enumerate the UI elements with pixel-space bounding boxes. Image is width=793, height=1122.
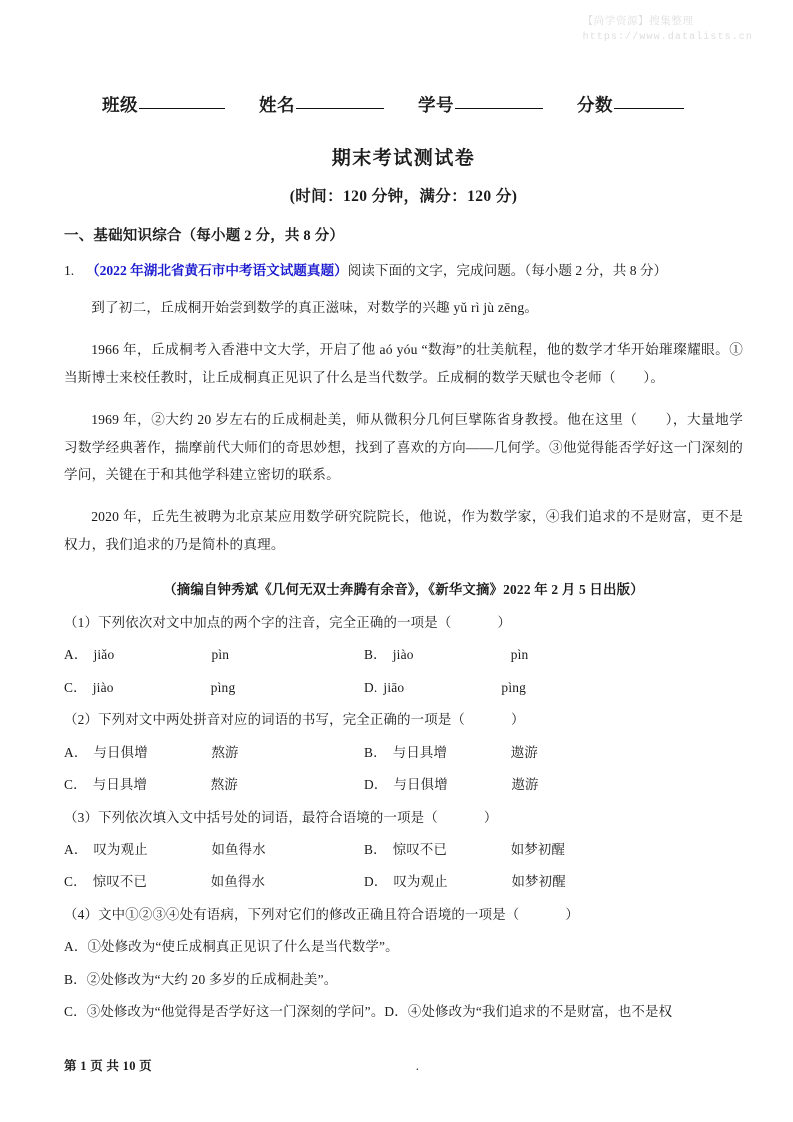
field-student-id-label: 学号	[418, 95, 454, 115]
document-content	[64, 92, 743, 1034]
subquestion-4-text: （4）文中①②③④处有语病，下列对它们的修改正确且符合语境的一项是（	[64, 906, 520, 922]
student-info-line	[64, 92, 743, 117]
option-1-b[interactable]	[364, 644, 743, 665]
subquestion-2-close: ）	[511, 712, 525, 728]
option-3-a-label: A．	[64, 842, 88, 857]
subquestion-2-options-row-2	[64, 774, 743, 795]
subquestion-3-close: ）	[483, 809, 498, 825]
question-1	[64, 260, 743, 281]
subquestion-1-options-row-1	[64, 644, 743, 665]
watermark-url: https://www.datalists.cn	[582, 32, 753, 44]
field-name-blank[interactable]	[296, 108, 384, 109]
option-2-b-text1: 与日具增	[392, 744, 448, 760]
passage-paragraph-2: 1966 年，丘成桐考入香港中文大学，开启了他 aó yóu “数海”的壮美航程，他的数学才华开始璀璨耀眼。①当斯博士来校任教时，让丘成桐真正见识了什么是当代数学。丘成桐的数学天赋也令老师（ ）。	[64, 341, 743, 385]
option-2-d-text1: 与日俱增	[393, 777, 448, 793]
option-2-b-text2: 遨游	[510, 744, 538, 760]
option-2-c-text2: 熬游	[210, 777, 238, 793]
passage-paragraph-4: 2020 年，丘先生被聘为北京某应用数学研究院院长，他说，作为数学家，④我们追求的不是财富，更不是权力，我们追求的乃是简朴的真理。	[64, 509, 743, 553]
option-4-b[interactable]: B．②处修改为“大约 20 多岁的丘成桐赴美”。	[64, 971, 338, 987]
section-heading: 一、基础知识综合（每小题 2 分，共 8 分）	[64, 228, 345, 244]
subquestion-1-close: ）	[497, 614, 512, 630]
option-1-c-text1: jiào	[92, 679, 114, 695]
subquestion-2-text: （2）下列对文中两处拼音对应的词语的书写，完全正确的一项是（	[64, 712, 466, 728]
field-name	[259, 92, 384, 117]
option-2-c-text1: 与日具增	[92, 777, 148, 793]
field-score	[577, 92, 684, 117]
option-3-a-text1: 叹为观止	[93, 842, 148, 857]
question-1-source-tag: （2022 年湖北省黄石市中考语文试题真题）	[86, 263, 348, 278]
option-3-d-label: D．	[364, 874, 388, 890]
field-name-label: 姓名	[259, 95, 295, 115]
passage-paragraph-1: 到了初二，丘成桐开始尝到数学的真正滋味，对数学的兴趣 yǔ rì jù zēng。	[91, 300, 539, 316]
option-1-d[interactable]	[364, 677, 743, 698]
option-3-d-text1: 叹为观止	[393, 874, 448, 890]
option-2-a-text2: 熬游	[211, 744, 239, 760]
option-3-a-text2: 如鱼得水	[211, 842, 266, 857]
option-2-d[interactable]	[364, 774, 743, 795]
subquestion-3-options-row-2	[64, 871, 743, 892]
footer-dot: .	[415, 1059, 420, 1073]
subquestion-1-stem	[64, 612, 743, 633]
option-3-c-label: C．	[64, 874, 87, 890]
watermark-title: 【尚学资源】搜集整理	[582, 16, 694, 27]
option-4-a[interactable]: A．①处修改为“使丘成桐真正见识了什么是当代数学”。	[64, 939, 399, 955]
option-3-c-text1: 惊叹不已	[92, 874, 148, 890]
page-subtitle: (时间：120 分钟，满分：120 分)	[289, 188, 518, 205]
option-1-a-text1: jiǎo	[93, 647, 115, 663]
option-1-b-text1: jiào	[392, 647, 414, 663]
question-1-number: 1.	[64, 263, 75, 278]
option-1-b-text2: pìn	[510, 647, 529, 663]
watermark	[583, 14, 753, 46]
subquestion-4-stem	[64, 904, 743, 925]
option-2-c[interactable]	[64, 774, 364, 795]
field-class-blank[interactable]	[139, 108, 225, 109]
subquestion-2-stem	[64, 709, 743, 730]
option-1-c[interactable]	[64, 677, 364, 698]
subquestion-1-text: （1）下列依次对文中加点的两个字的注音，完全正确的一项是（	[64, 614, 452, 630]
field-student-id-blank[interactable]	[455, 108, 543, 109]
option-1-d-text2: pìng	[501, 679, 527, 695]
option-3-d-text2: 如梦初醒	[511, 874, 566, 890]
option-1-a[interactable]	[64, 644, 364, 665]
question-1-instruction: 阅读下面的文字，完成问题。（每小题 2 分，共 8 分）	[347, 263, 668, 278]
field-class-label: 班级	[102, 95, 138, 115]
passage-paragraph-3: 1969 年，②大约 20 岁左右的丘成桐赴美，师从微积分几何巨擘陈省身教授。他在这里（ ），大量地学习数学经典著作，揣摩前代大师们的奇思妙想，找到了喜欢的方向——几何学。③他觉得能否学好这一门深刻的学问，关键在于和其他学科建立密切的联系。	[64, 411, 743, 483]
option-1-b-label: B．	[364, 647, 387, 663]
option-1-c-text2: pìng	[210, 679, 236, 695]
option-2-a-label: A．	[64, 744, 88, 760]
option-2-d-text2: 遨游	[511, 777, 539, 793]
option-3-c-text2: 如鱼得水	[210, 874, 266, 890]
question-1-stem	[86, 260, 743, 281]
subquestion-3-options-row-1	[64, 839, 743, 860]
reading-passage	[64, 294, 743, 559]
field-score-blank[interactable]	[614, 108, 684, 109]
subquestion-3-stem	[64, 807, 743, 828]
subquestion-2-options-row-1	[64, 742, 743, 763]
option-1-c-label: C．	[64, 679, 87, 695]
page-footer	[64, 1056, 743, 1074]
option-3-b-text1: 惊叹不已	[392, 842, 448, 857]
passage-attribution: （摘编自钟秀斌《几何无双士奔腾有余音》，《新华文摘》2022 年 2 月 5 日出版）	[163, 581, 644, 597]
page-number-label: 第 1 页 共 10 页	[64, 1059, 152, 1073]
option-2-d-label: D．	[364, 777, 388, 793]
option-1-d-text1: jiāo	[383, 679, 405, 695]
subquestion-4-close: ）	[565, 906, 579, 922]
option-4-cd[interactable]: C．③处修改为“他觉得是否学好这一门深刻的学问”。D．④处修改为“我们追求的不是财富，也不是权	[64, 1004, 673, 1020]
field-student-id	[418, 92, 543, 117]
option-3-d[interactable]	[364, 871, 743, 892]
option-3-c[interactable]	[64, 871, 364, 892]
field-score-label: 分数	[577, 95, 613, 115]
option-2-b-label: B．	[364, 744, 387, 760]
option-2-a[interactable]	[64, 742, 364, 763]
option-3-a[interactable]	[64, 839, 364, 860]
subquestion-1-options-row-2	[64, 677, 743, 698]
option-1-d-label: D.	[364, 679, 378, 695]
option-3-b-text2: 如梦初醒	[510, 842, 566, 857]
option-2-a-text1: 与日俱增	[93, 744, 148, 760]
option-3-b[interactable]	[364, 839, 743, 860]
option-2-b[interactable]	[364, 742, 743, 763]
page-title: 期末考试测试卷	[331, 148, 476, 169]
option-1-a-text2: pìn	[211, 647, 230, 663]
option-3-b-label: B．	[364, 842, 387, 857]
subquestion-3-text: （3）下列依次填入文中括号处的词语，最符合语境的一项是（	[64, 809, 438, 825]
option-1-a-label: A．	[64, 647, 88, 663]
option-2-c-label: C．	[64, 777, 87, 793]
field-class	[102, 92, 225, 117]
